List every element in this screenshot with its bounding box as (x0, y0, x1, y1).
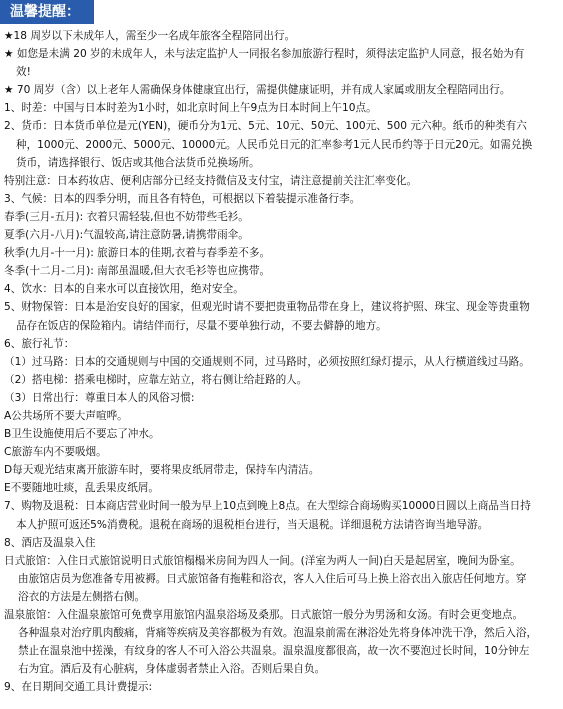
note-minor-escort: ★18 周岁以下未成年人，需至少一名成年旅客全程陪同出行。 (4, 30, 296, 42)
item-climate: 3、气候：日本的四季分明，而且各有特色，可根据以下着装提示准备行李。 (4, 192, 361, 205)
japanese-inn-line1: 日式旅馆：入住日式旅馆说明日式旅馆榻榻米房间为四人一间。(洋室为两人一间)白天是起居室，晚间为卧室。 (4, 554, 521, 567)
onsen-inn-line1: 温泉旅馆：入住温泉旅馆可免费享用旅馆内温泉浴场及桑那。日式旅馆一般分为男汤和女汤。有时会更变地点。 (4, 609, 524, 621)
etiquette-crossing-road: （1）过马路：日本的交通规则与中国的交通规则不同，过马路时，必须按照红绿灯提示，从人行横道线过马路。 (4, 355, 530, 368)
rule-c: C旅游车内不要吸烟。 (4, 446, 107, 459)
note-under-20-line1: ★ 如您是未满 20 岁的未成年人，未与法定监护人一同报名参加旅游行程时，须得法定监护人同意，报名始为有 (4, 48, 525, 61)
onsen-inn-line2: 各种温泉对治疗肌肉酸痛，背痛等疾病及美容都极为有效。泡温泉前需在淋浴处先将身体冲洗干净，然后入浴， (18, 627, 538, 640)
item-currency-line2: 种，1000元、2000元、5000元、10000元。人民币兑日元的汇率参考1元人民币约等于日元20元。如需兑换 (16, 138, 533, 151)
season-summer: 夏季(六月-八月):气温较高,请注意防暑,请携带雨伞。 (4, 229, 249, 242)
onsen-inn-line4: 右为宜。酒后及有心脏病，身体虚弱者禁止入浴。否则后果自负。 (18, 663, 326, 676)
notice-content (4, 27, 559, 696)
item-shopping-line1: 7、购物及退税：日本商店营业时间一般为早上10点到晚上8点。在大型综合商场购买10000日圆以上商品当日持 (4, 500, 531, 513)
japanese-inn-line3: 浴衣的方法是左侧搭右侧。 (18, 590, 146, 603)
item-drinking-water: 4、饮水：日本的自来水可以直接饮用，绝对安全。 (4, 283, 244, 296)
season-autumn: 秋季(九月-十一月): 旅游日本的佳期,衣着与春季差不多。 (4, 247, 271, 260)
season-spring: 春季(三月-五月): 衣着只需轻装,但也不妨带些毛衫。 (4, 210, 249, 223)
item-valuables-line2: 品存在饭店的保险箱内。请结伴而行，尽量不要单独行动，不要去僻静的地方。 (16, 319, 387, 332)
item-shopping-line2: 本人护照可返还5%消费税。退税在商场的退税柜台进行，当天退税。详细退税方法请咨询当地导游。 (16, 518, 489, 531)
special-note-payment: 特别注意：日本药妆店、便利店部分已经支持微信及支付宝，请注意提前关注汇率变化。 (4, 174, 418, 187)
note-elderly: ★ 70 周岁（含）以上老年人需确保身体健康宜出行，需提供健康证明，并有成人家属或朋友全程陪同出行。 (4, 84, 511, 97)
notice-header: 温馨提醒： (0, 0, 94, 24)
item-etiquette: 6、旅行礼节： (4, 337, 75, 350)
rule-e: E不要随地吐痰，乱丢果皮纸屑。 (4, 482, 160, 495)
item-valuables-line1: 5、财物保管：日本是治安良好的国家，但观光时请不要把贵重物品带在身上，建议将护照、珠宝、现金等贵重物 (4, 301, 530, 314)
item-currency-line3: 货币，请选择银行、饭店或其他合法货币兑换场所。 (16, 156, 260, 169)
item-transport-fees: 9、在日期间交通工具计费提示: (4, 681, 153, 694)
item-time-difference: 1、时差：中国与日本时差为1小时，如北京时间上午9点为日本时间上午10点。 (4, 102, 377, 115)
item-currency-line1: 2、货币：日本货币单位是元(YEN)，硬币分为1元、5元、10元、50元、100元、500 元六种。纸币的种类有六 (4, 120, 527, 133)
etiquette-daily-travel: （3）日常出行：尊重日本人的风俗习惯: (4, 391, 195, 404)
onsen-inn-line3: 禁止在温泉池中搓澡，有纹身的客人不可入浴公共温泉。温泉温度都很高，故一次不要泡过长时间，10分钟左 (18, 645, 530, 658)
note-under-20-line2: 效! (16, 66, 31, 79)
rule-d: D每天观光结束离开旅游车时，要将果皮纸屑带走，保持车内清洁。 (4, 464, 320, 477)
item-hotel-onsen: 8、酒店及温泉入住 (4, 536, 96, 549)
rule-a: A公共场所不要大声喧哗。 (4, 409, 128, 422)
rule-b: B卫生设施使用后不要忘了冲水。 (4, 428, 160, 441)
japanese-inn-line2: 由旅馆店员为您准备专用被褥。日式旅馆备有拖鞋和浴衣，客人入住后可马上换上浴衣出入旅店任何地方。穿 (18, 572, 527, 585)
season-winter: 冬季(十二月-二月): 南部虽温暖,但大衣毛衫等也应携带。 (4, 265, 271, 278)
etiquette-elevator: （2）搭电梯：搭乘电梯时，应靠左站立，将右侧让给赶路的人。 (4, 373, 308, 386)
